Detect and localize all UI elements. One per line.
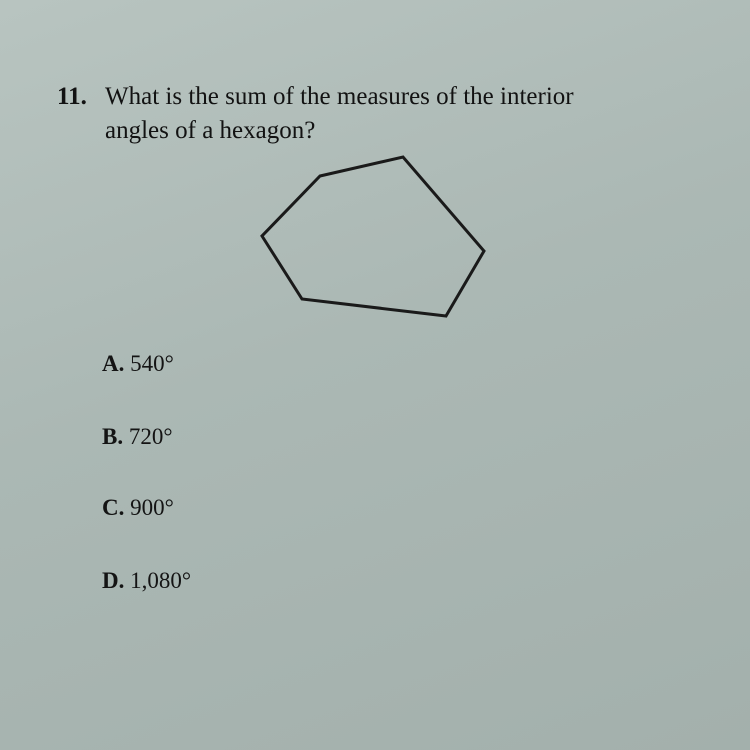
choice-letter: B.	[102, 424, 124, 449]
answer-choice-d	[102, 566, 191, 596]
answer-choice-b	[102, 422, 173, 452]
question-number: 11.	[57, 83, 87, 110]
choice-value: 900°	[130, 495, 174, 520]
answer-choice-a	[102, 349, 174, 379]
choice-value: 1,080°	[130, 568, 192, 593]
choice-letter: C.	[102, 495, 125, 520]
choice-value: 540°	[130, 351, 174, 376]
answer-choice-c	[102, 493, 174, 523]
choice-value: 720°	[128, 424, 173, 449]
hexagon-shape	[262, 157, 484, 316]
choice-letter: A.	[102, 351, 125, 376]
choice-letter: D.	[102, 568, 125, 593]
question-text-line-2: angles of a hexagon?	[105, 117, 316, 144]
question-text-line-1: What is the sum of the measures of the interior	[105, 83, 574, 110]
